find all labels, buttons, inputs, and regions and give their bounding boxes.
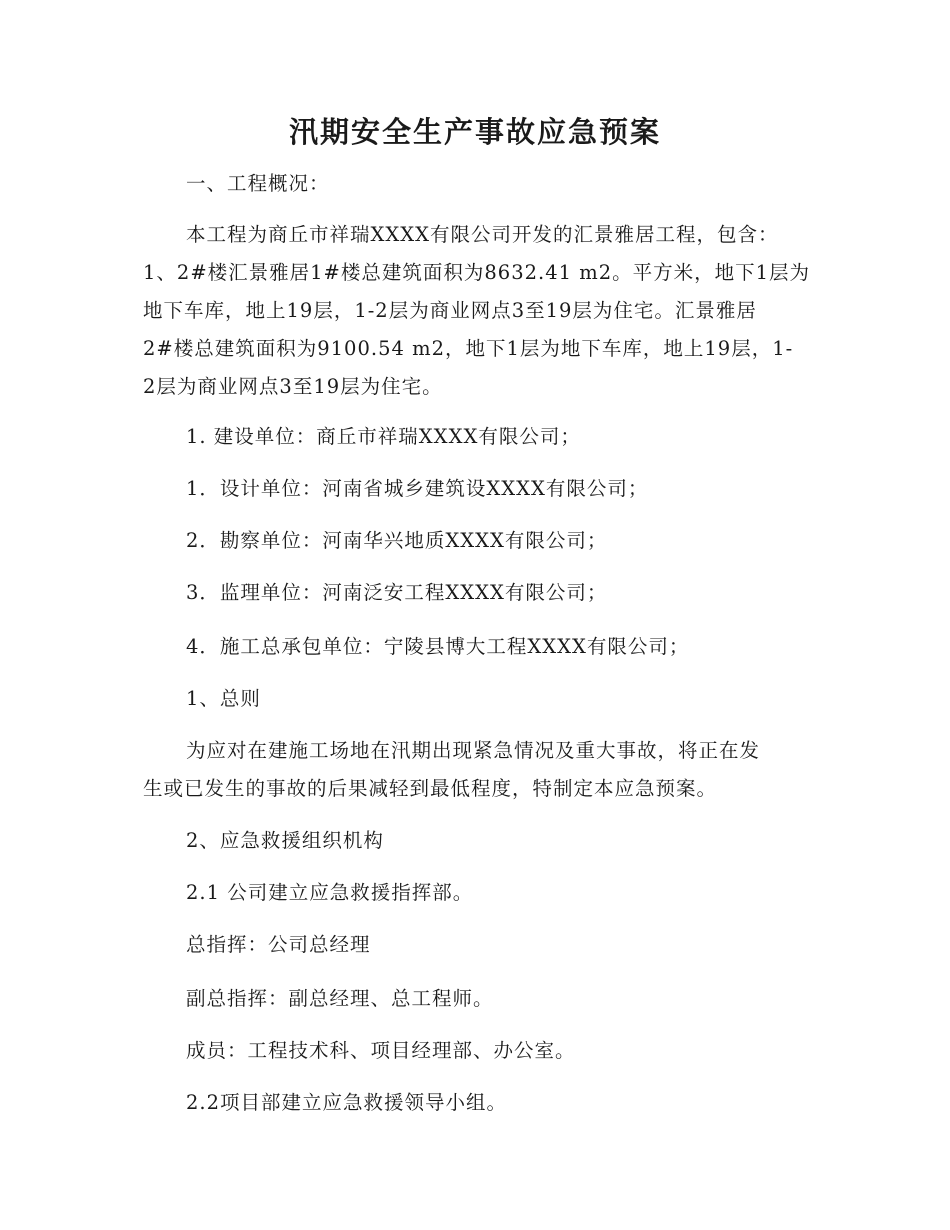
text-line-commander: 总指挥：公司总经理	[186, 933, 371, 956]
subsection-heading: 2.1 公司建立应急救援指挥部。	[186, 881, 474, 904]
document-title: 汛期安全生产事故应急预案	[288, 115, 661, 149]
paragraph-line: 1、2#楼汇景雅居1#楼总建筑面积为8632.41 m2。平方米，地下1层为	[143, 261, 811, 284]
text-line-members: 成员：工程技术科、项目经理部、办公室。	[186, 1039, 576, 1062]
paragraph-line: 为应对在建施工场地在汛期出现紧急情况及重大事故，将正在发	[186, 739, 761, 762]
paragraph-line: 地下车库，地上19层，1-2层为商业网点3至19层为住宅。汇景雅居	[143, 299, 757, 322]
paragraph-line: 2层为商业网点3至19层为住宅。	[143, 375, 443, 398]
paragraph-line: 2#楼总建筑面积为9100.54 m2，地下1层为地下车库，地上19层，1-	[143, 337, 794, 360]
paragraph-line: 生或已发生的事故的后果减轻到最低程度，特制定本应急预案。	[143, 777, 718, 800]
list-item-design-unit: 1．设计单位：河南省城乡建筑设XXXX有限公司；	[186, 477, 649, 500]
list-item-general-contractor: 4．施工总承包单位：宁陵县博大工程XXXX有限公司；	[186, 635, 690, 658]
section-heading-project-overview: 一、工程概况：	[186, 172, 330, 195]
paragraph-line: 本工程为商丘市祥瑞XXXX有限公司开发的汇景雅居工程，包含：	[186, 223, 779, 246]
section-heading-general: 1、总则	[186, 687, 261, 710]
list-item-survey-unit: 2．勘察单位：河南华兴地质XXXX有限公司；	[186, 529, 608, 552]
list-item-supervision-unit: 3．监理单位：河南泛安工程XXXX有限公司；	[186, 581, 608, 604]
subsection-heading: 2.2项目部建立应急救援领导小组。	[186, 1091, 508, 1114]
list-item-construction-unit: 1. 建设单位：商丘市祥瑞XXXX有限公司；	[186, 425, 581, 448]
section-heading-organization: 2、应急救援组织机构	[186, 829, 384, 852]
text-line-deputy-commander: 副总指挥：副总经理、总工程师。	[186, 987, 494, 1010]
